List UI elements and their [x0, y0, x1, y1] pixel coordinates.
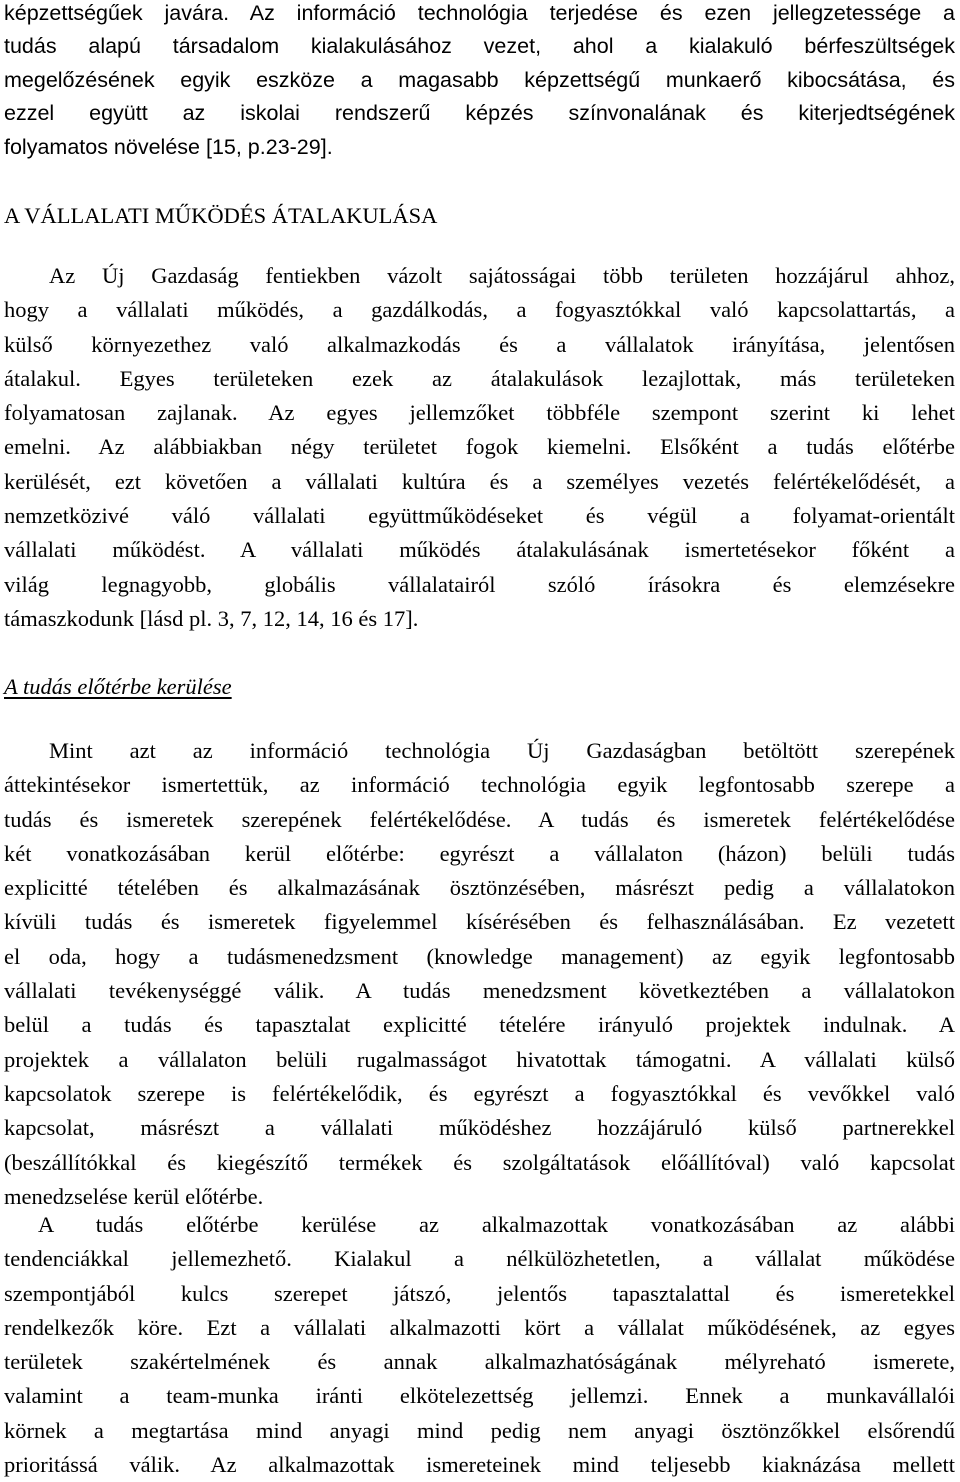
- section-heading: A VÁLLALATI MŰKÖDÉS ÁTALAKULÁSA: [4, 203, 438, 228]
- text-line: Mint azt az információ technológia Új Gazdaságban betöltött szerepének: [49, 738, 955, 763]
- text-line: (beszállítókkal és kiegészítő termékek és szolgáltatások előállítóval) való kapcsolat: [4, 1149, 955, 1175]
- subsection-heading: A tudás előtérbe kerülése: [4, 674, 232, 699]
- text-line: képzettségűek javára. Az információ technológia terjedése és ezen jellegzetessége a: [4, 1, 955, 25]
- text-line: támaszkodunk [lásd pl. 3, 7, 12, 14, 16 és 17].: [4, 605, 419, 631]
- text-line: belül a tudás és tapasztalat explicitté tételére irányuló projektek indulnak. A: [4, 1012, 955, 1038]
- text-line: kapcsolat, másrészt a vállalati működéshez hozzájáruló külső partnerekkel: [4, 1115, 955, 1141]
- section-paragraph: [4, 259, 955, 636]
- text-line: szempontjából kulcs szerepet játszó, jelentős tapasztalattal és ismeretekkel: [4, 1280, 955, 1306]
- text-line: A tudás előtérbe kerülése az alkalmazottak vonatkozásában az alábbi: [38, 1212, 955, 1237]
- intro-paragraph: [4, 0, 955, 164]
- text-line: nemzetközivé váló vállalati együttműködéseket és végül a folyamat-orientált: [4, 503, 955, 529]
- text-line: körnek a megtartása mind anyagi mind pedig nem anyagi ösztönzőkkel elsőrendű: [4, 1417, 955, 1443]
- text-line: folyamatosan zajlanak. Az egyes jellemzőket többféle szempont szerint ki lehet: [4, 400, 955, 426]
- text-line: két vonatkozásában kerül előtérbe: egyrészt a vállalaton (házon) belüli tudás: [4, 840, 955, 866]
- text-line: vállalati működést. A vállalati működés átalakulásának ismertetésekor főként a: [4, 537, 955, 563]
- text-line: vállalati tevékenységgé válik. A tudás menedzsment következtében a vállalatokon: [4, 978, 955, 1004]
- text-line: kerülését, ezt követően a vállalati kultúra és a személyes vezetés felértékelődését, a: [4, 468, 955, 494]
- text-line: tudás és ismeretek szerepének felértékelődése. A tudás és ismeretek felértékelődése: [4, 806, 955, 832]
- text-line: kapcsolatok szerepe is felértékelődik, és egyrészt a fogyasztókkal és vevőkkel való: [4, 1080, 955, 1106]
- text-line: emelni. Az alábbiakban négy területet fogok kiemelni. Elsőként a tudás előtérbe: [4, 434, 955, 460]
- text-line: valamint a team-munka iránti elkötelezettség jellemzi. Ennek a munkavállalói: [4, 1383, 955, 1409]
- text-line: külső környezethez való alkalmazkodás és a vállalatok irányítása, jelentősen: [4, 331, 955, 357]
- body-paragraph: [4, 1208, 955, 1482]
- text-line: hogy a vállalati működés, a gazdálkodás, a fogyasztókkal való kapcsolattartás, a: [4, 297, 955, 323]
- text-line: projektek a vállalaton belüli rugalmasságot hivatottak támogatni. A vállalati külső: [4, 1046, 955, 1072]
- text-line: menedzselése kerül előtérbe.: [4, 1183, 264, 1209]
- text-line: megelőzésének egyik eszköze a magasabb képzettségű munkaerő kibocsátása, és: [4, 67, 955, 92]
- text-line: el oda, hogy a tudásmenedzsment (knowledge management) az egyik legfontosabb: [4, 943, 955, 969]
- body-paragraph: [4, 734, 955, 1214]
- text-line: tendenciákkal jellemezhető. Kialakul a nélkülözhetetlen, a vállalat működése: [4, 1246, 955, 1272]
- text-line: rendelkezők köre. Ezt a vállalati alkalmazotti kört a vállalat működésének, az egyes: [4, 1314, 955, 1340]
- text-line: ezzel együtt az iskolai rendszerű képzés színvonalának és kiterjedtségének: [4, 101, 955, 126]
- text-line: explicitté tételében és alkalmazásának ösztönzésében, másrészt pedig a vállalatokon: [4, 875, 955, 901]
- text-line: átalakul. Egyes területeken ezek az átalakulások lezajlottak, más területeken: [4, 365, 955, 391]
- text-line: prioritássá válik. Az alkalmazottak ismereteinek mind teljesebb kiaknázása mellett: [4, 1452, 955, 1478]
- text-line: folyamatos növelése [15, p.23-29].: [4, 134, 333, 159]
- text-line: világ legnagyobb, globális vállalatairól szóló írásokra és elemzésekre: [4, 571, 955, 597]
- text-line: területek szakértelmének és annak alkalmazhatóságának mélyreható ismerete,: [4, 1349, 955, 1375]
- text-line: áttekintésekor ismertettük, az információ technológia egyik legfontosabb szerepe a: [4, 772, 955, 798]
- text-line: Az Új Gazdaság fentiekben vázolt sajátosságai több területen hozzájárul ahhoz,: [49, 263, 955, 288]
- text-line: kívüli tudás és ismeretek figyelemmel kísérésében és felhasználásában. Ez vezetett: [4, 909, 955, 935]
- text-line: tudás alapú társadalom kialakulásához vezet, ahol a kialakuló bérfeszültségek: [4, 34, 955, 59]
